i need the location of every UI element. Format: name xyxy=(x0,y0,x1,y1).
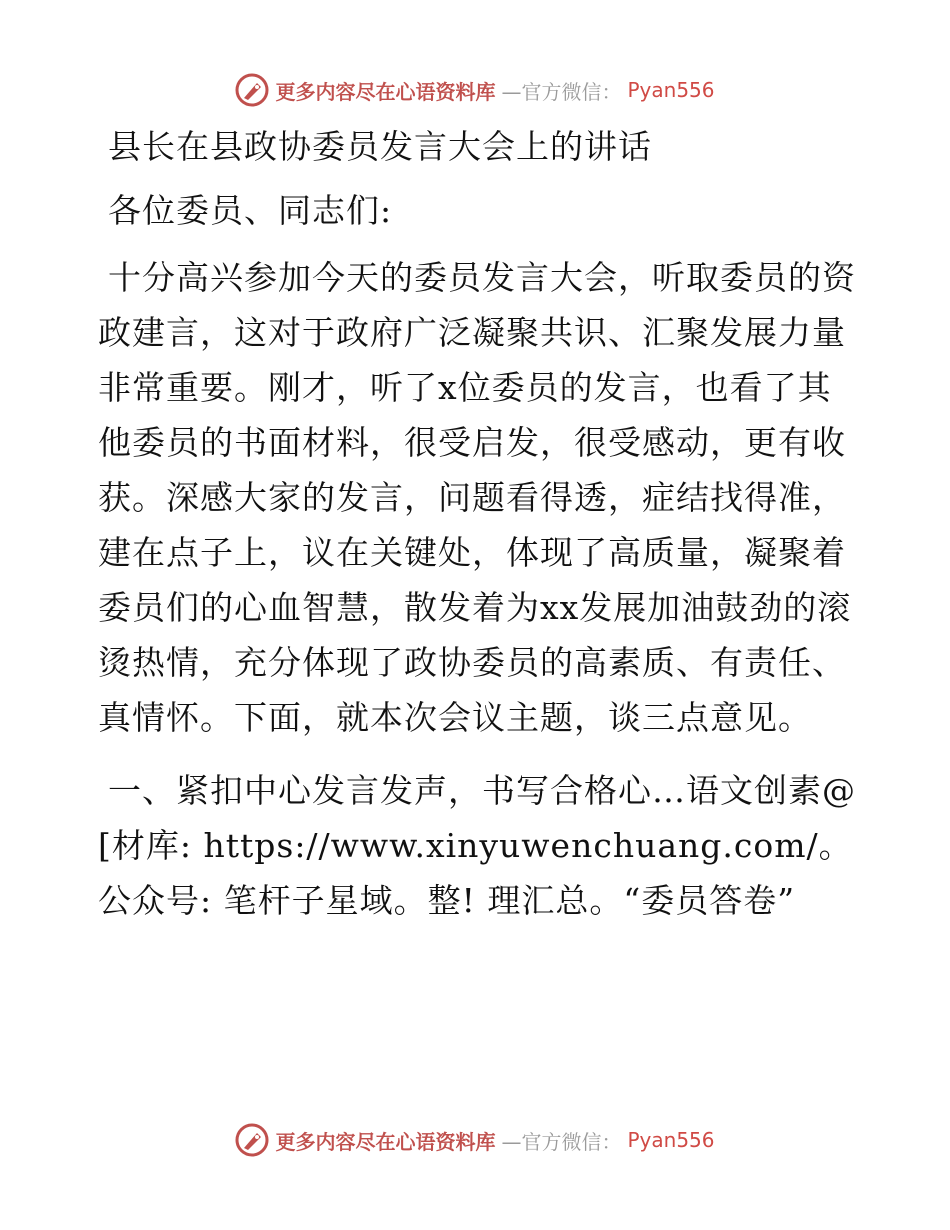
footer-watermark xyxy=(0,1120,950,1160)
document-title: 县长在县政协委员发言大会上的讲话 xyxy=(108,127,652,166)
watermark-wechat-id: Pyan556 xyxy=(627,78,715,102)
watermark-sub-text: —官方微信： xyxy=(501,79,622,104)
salutation: 各位委员、同志们: xyxy=(108,191,393,230)
header-watermark xyxy=(0,70,950,110)
pen-nib-logo-icon xyxy=(235,1123,269,1157)
paragraph-opening: 十分高兴参加今天的委员发言大会，听取委员的资政建言，这对于政府广泛凝聚共识、汇聚发展力量非常重要。刚才，听了x位委员的发言，也看了其他委员的书面材料，很受启发，很受感动，更有收获。深感大家的发言，问题看得透，症结找得准，建在点子上，议在关键处，体现了高质量，凝聚着委员们的心血智慧，散发着为xx发展加油鼓劲的滚烫热情，充分体现了政协委员的高素质、有责任、真情怀。下面，就本次会议主题，谈三点意见。 xyxy=(98,258,856,737)
paragraph-section-one: 一、紧扣中心发言发声，书写合格心…语文创素@[材库: https://www.xinyuwenchuang.com/。公众号: 笔杆子星域。整! 理汇总。“委员答卷” xyxy=(98,771,856,920)
watermark-main-text: 更多内容尽在心语资料库 xyxy=(275,79,496,104)
pen-nib-logo-icon xyxy=(235,73,269,107)
watermark-sub-text: —官方微信： xyxy=(501,1129,622,1154)
watermark-wechat-id: Pyan556 xyxy=(627,1128,715,1152)
watermark-main-text: 更多内容尽在心语资料库 xyxy=(275,1129,496,1154)
document-body xyxy=(98,124,858,946)
